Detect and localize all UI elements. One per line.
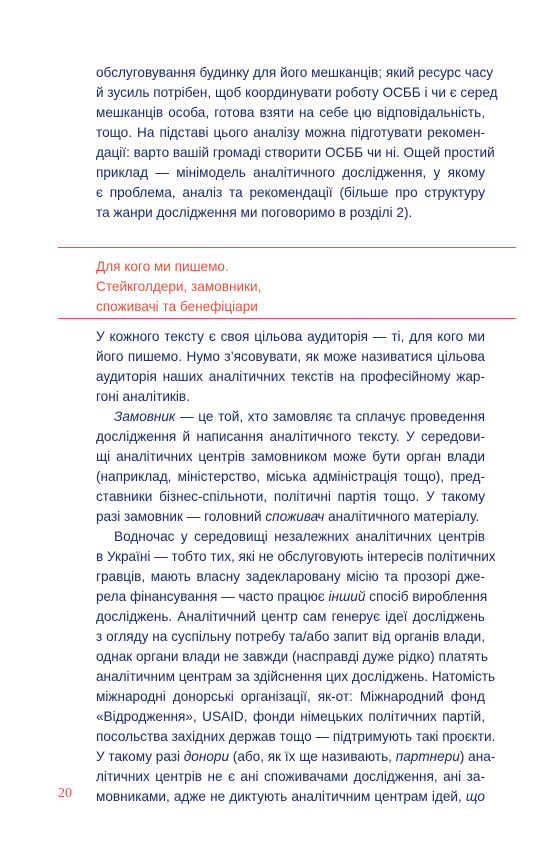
heading-line: споживачі та бенефіціари <box>96 299 258 314</box>
text-line: та жанри дослідження ми поговоримо в розділі 2). <box>96 205 413 220</box>
text-line: аудиторія наших аналітичних текстів на професійному жар- <box>96 369 485 384</box>
text-line: дації: варто вашій громаді створити ОСББ чи ні. Ощей простий <box>96 145 495 160</box>
text-line: аналітичним центрам за здійснення цих досліджень. Натомість <box>96 669 496 684</box>
term-other: інший <box>328 589 366 604</box>
term-partners: партнери <box>395 749 460 764</box>
heading-line: Для кого ми пишемо. <box>96 259 229 274</box>
text-line: посольства західних держав тощо — підтримують такі проєкти. <box>96 729 496 744</box>
text-line: обслуговування будинку для його мешканців; який ресурс часу <box>96 65 494 80</box>
text-line: однак органи влади не завжди (насправді дуже рідко) платять <box>96 649 488 664</box>
text-line: й зусиль потрібен, щоб координувати роботу ОСББ і чи є серед <box>96 85 498 100</box>
text-line: приклад — мінімодель аналітичного дослідження, у якому <box>96 165 485 180</box>
text-line: рела фінансування — часто працює інший спосіб вироблення <box>96 589 488 604</box>
text-line: тощо. На підставі цього аналізу можна підготувати рекомен- <box>96 125 485 140</box>
text-line: У кожного тексту є своя цільова аудиторія — ті, для кого ми <box>96 329 485 344</box>
text-line: досліджень. Аналітичний центр сам генерує ідеї досліджень <box>96 609 485 624</box>
term-consumer: споживач <box>265 509 325 524</box>
text-line: його пишемо. Нумо з’ясовувати, як може називатися цільова <box>96 349 485 364</box>
text-line: є проблема, аналіз та рекомендації (більше про структуру <box>96 185 485 200</box>
text-line: Замовник — це той, хто замовляє та сплачує проведення <box>114 409 485 424</box>
section-rule-top <box>58 247 516 248</box>
text-line: гоні аналітиків. <box>96 389 190 404</box>
text-line: ставники бізнес-спільноти, політичні партія тощо. У такому <box>96 489 485 504</box>
page-number: 20 <box>58 786 72 801</box>
text-line: (наприклад, міністерство, міська адміністрація тощо), пред- <box>96 469 485 484</box>
term-what: що <box>465 789 485 804</box>
text-line: гравців, мають власну задекларовану місію та прозорі дже- <box>96 569 485 584</box>
text-line: з огляду на суспільну потребу та/або запит від органів влади, <box>96 629 485 644</box>
heading-line: Стейкголдери, замовники, <box>96 279 262 294</box>
text-line: щі аналітичних центрів замовником може бути орган влади <box>96 449 485 464</box>
text-line: разі замовник — головний споживач аналітичного матеріалу. <box>96 509 480 524</box>
text-line: Водночас у середовищі незалежних аналітичних центрів <box>114 529 485 544</box>
text-line: У такому разі донори (або, як їх ще називають, партнери) ана- <box>96 749 496 764</box>
term-client: Замовник <box>114 409 176 424</box>
text-line: міжнародні донорські організації, як-от: Міжнародний фонд <box>96 689 485 704</box>
term-donors: донори <box>183 749 230 764</box>
section-rule-bottom <box>58 318 516 319</box>
text-line: в Україні — тобто тих, які не обслуговують інтересів політичних <box>96 549 496 564</box>
text-line: мешканців особа, готова взяти на себе цю відповідальність, <box>96 105 485 120</box>
text-line: дослідження й написання аналітичного тексту. У середови- <box>96 429 485 444</box>
text-line: «Відродження», USAID, фонди німецьких політичних партій, <box>96 709 485 724</box>
text-line: літичних центрів не є ані споживачами дослідження, ані за- <box>96 769 485 784</box>
text-line: мовниками, адже не диктують аналітичним центрам ідей, що <box>96 789 485 804</box>
